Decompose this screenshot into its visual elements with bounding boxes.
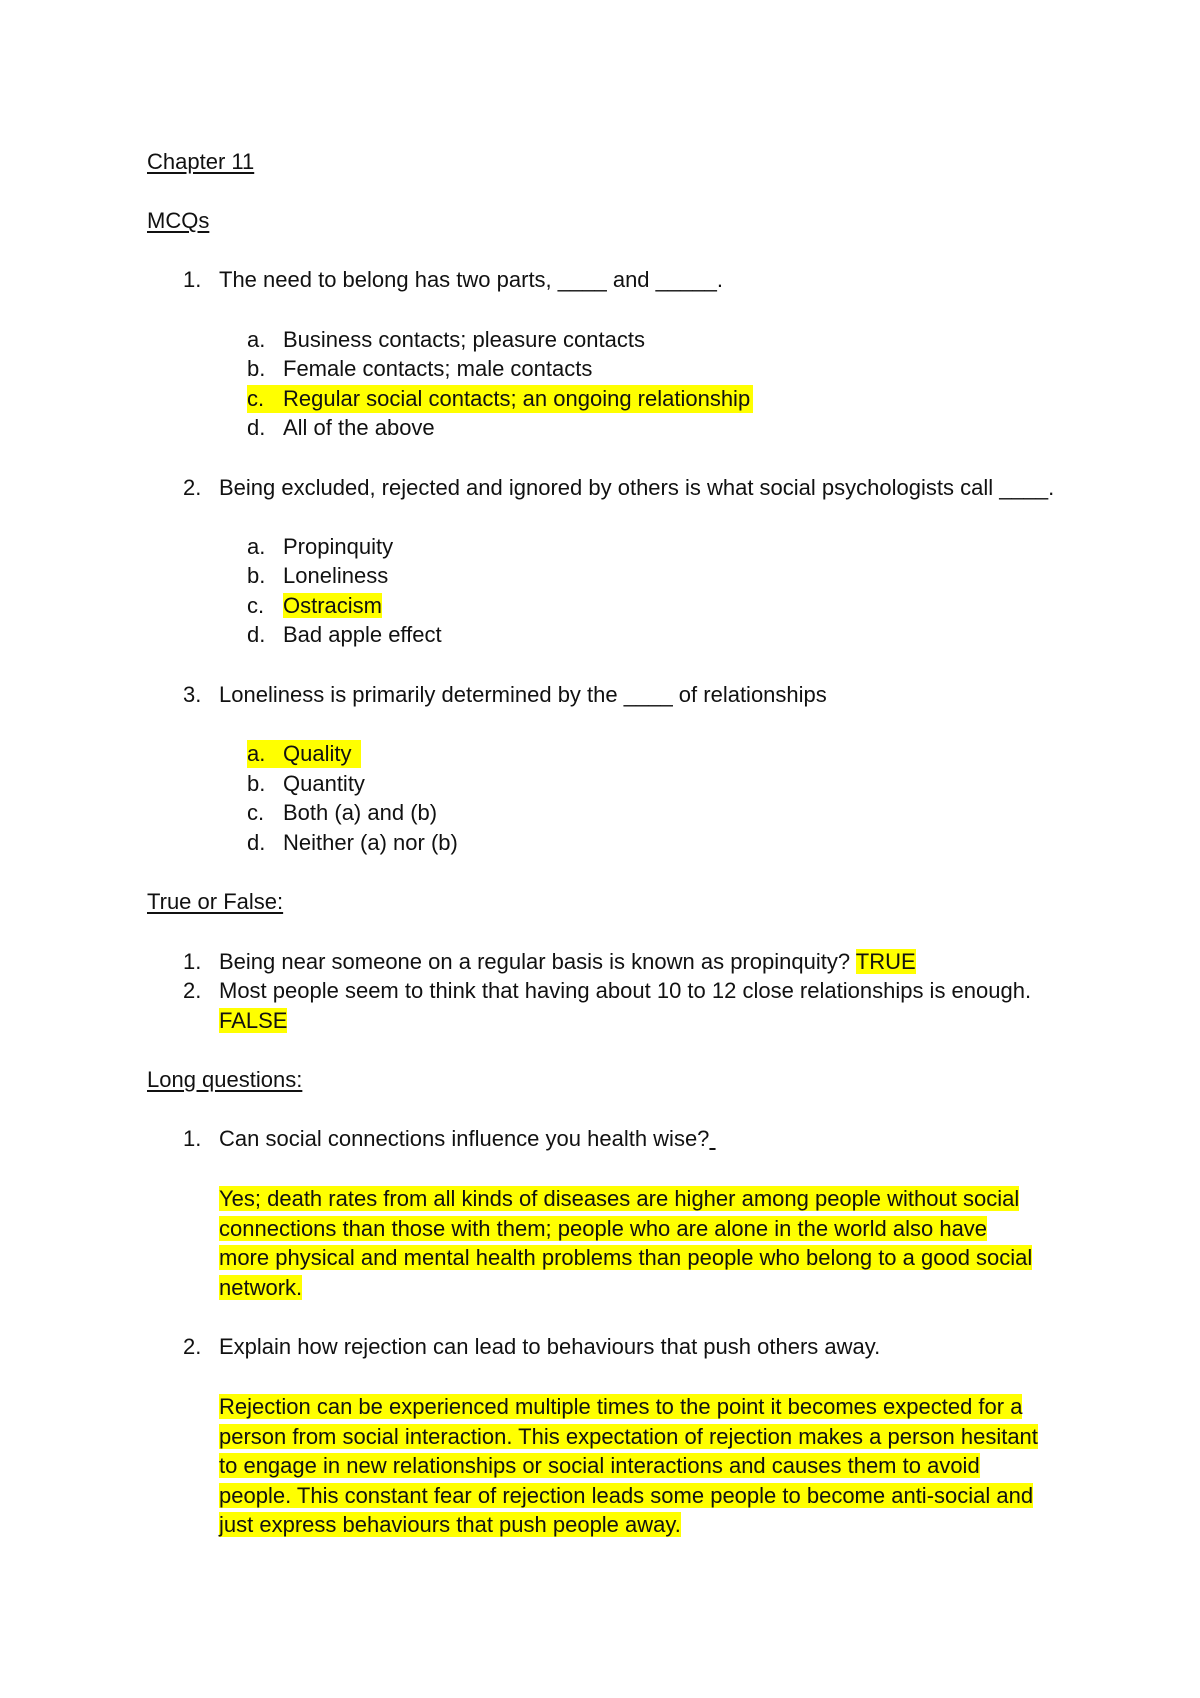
tf-1-answer: TRUE <box>855 949 916 974</box>
mcq-heading: MCQs <box>147 208 210 233</box>
mcq-2-option-b: Loneliness <box>283 563 389 588</box>
true-false-heading: True or False: <box>147 889 284 914</box>
mcq-3-number: 3. <box>183 682 202 707</box>
long-1-number: 1. <box>183 1126 202 1151</box>
mcq-2-option-d-letter: d. <box>247 622 266 647</box>
tf-2-question: Most people seem to think that having about 10 to 12 close relationships is enough. <box>219 978 1032 1003</box>
long-2-answer-line: person from social interaction. This expectation of rejection makes a person hesitant <box>219 1423 1038 1449</box>
long-1-answer-line: more physical and mental health problems than people who belong to a good social <box>219 1245 1033 1270</box>
mcq-1-option-d: All of the above <box>283 415 435 440</box>
mcq-2-option-c-letter: c. <box>247 593 265 618</box>
mcq-3-option-a-letter: a. <box>247 741 266 766</box>
mcq-3-option-c: Both (a) and (b) <box>283 800 438 825</box>
mcq-3-option-c-letter: c. <box>247 800 265 825</box>
mcq-3-option-d: Neither (a) nor (b) <box>283 830 458 855</box>
tf-2-answer-line <box>219 1007 287 1035</box>
tf-2-number: 2. <box>183 978 202 1003</box>
long-1-answer-line: Yes; death rates from all kinds of diseases are higher among people without social <box>219 1186 1020 1211</box>
mcq-1-question: The need to belong has two parts, ____ and _____. <box>219 267 723 292</box>
long-2-question: Explain how rejection can lead to behaviours that push others away. <box>219 1334 881 1359</box>
mcq-2-option-a: Propinquity <box>283 534 394 559</box>
long-1-answer <box>219 1184 1032 1302</box>
long-2-answer-line: to engage in new relationships or social interactions and causes them to avoid <box>219 1453 980 1478</box>
mcq-1-option-d-letter: d. <box>247 415 266 440</box>
long-2-answer-line: people. This constant fear of rejection leads some people to become anti-social and <box>219 1482 1034 1508</box>
long-questions-heading: Long questions: <box>147 1067 303 1092</box>
tf-1-question: Being near someone on a regular basis is known as propinquity? TRUE <box>219 949 916 974</box>
chapter-title: Chapter 11 <box>147 149 255 174</box>
long-1-answer-line: network. <box>219 1274 303 1300</box>
mcq-2-option-b-letter: b. <box>247 563 266 588</box>
mcq-2-option-a-letter: a. <box>247 534 266 559</box>
mcq-2-number: 2. <box>183 475 202 500</box>
mcq-3-option-d-letter: d. <box>247 830 266 855</box>
mcq-1-option-b: Female contacts; male contacts <box>283 356 593 381</box>
mcq-3-option-a: Quality <box>283 741 352 766</box>
mcq-1-option-c: Regular social contacts; an ongoing relationship <box>283 386 751 411</box>
mcq-1-option-b-letter: b. <box>247 356 266 381</box>
tf-2-answer: FALSE <box>219 1008 288 1033</box>
long-2-number: 2. <box>183 1334 202 1359</box>
long-2-answer-line: just express behaviours that push people away. <box>219 1512 681 1537</box>
mcq-2-option-d: Bad apple effect <box>283 622 442 647</box>
mcq-1-number: 1. <box>183 267 202 292</box>
mcq-2-question: Being excluded, rejected and ignored by others is what social psychologists call ____. <box>219 475 1055 500</box>
mcq-1-option-a: Business contacts; pleasure contacts <box>283 327 645 352</box>
mcq-1-option-c-letter: c. <box>247 386 265 411</box>
mcq-2-option-c: Ostracism <box>283 593 382 618</box>
long-1-answer-line: connections than those with them; people who are alone in the world also have <box>219 1215 988 1241</box>
tf-1-number: 1. <box>183 949 202 974</box>
long-2-answer-line: Rejection can be experienced multiple times to the point it becomes expected for a <box>219 1394 1023 1419</box>
mcq-3-option-b-letter: b. <box>247 771 266 796</box>
long-2-answer <box>219 1392 1038 1540</box>
mcq-3-question: Loneliness is primarily determined by the ____ of relationships <box>219 682 827 707</box>
mcq-1-option-a-letter: a. <box>247 327 266 352</box>
mcq-3-option-b: Quantity <box>283 771 365 796</box>
long-1-question: Can social connections influence you health wise? <box>219 1126 710 1151</box>
